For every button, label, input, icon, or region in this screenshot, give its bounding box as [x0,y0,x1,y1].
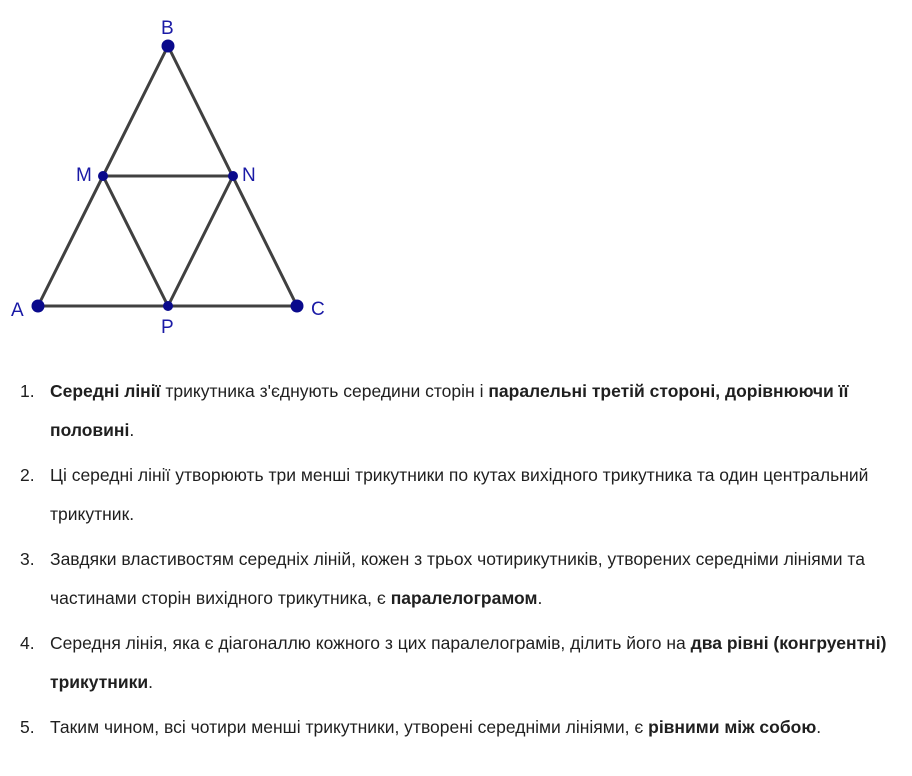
point-C [291,300,304,313]
label-P: P [161,317,174,338]
list-item-text: Таким чином, всі чотири менші трикутники, утворені середніми лініями, є [50,717,649,737]
list-item-text: Середня лінія, яка є діагоналлю кожного з цих паралелограмів, ділить його на [50,633,691,653]
list-item [20,456,900,534]
list-item-text: . [537,588,543,608]
list-item-text: трикутника з'єднують середини сторін і [160,381,489,401]
list-item-text: . [816,717,822,737]
segment-NP [168,176,233,306]
list-item-text: Ці середні лінії утворюють три менші трикутники по кутах вихідного трикутника та один центральний трикутник. [50,465,869,524]
list-item-number: 1. [20,381,35,401]
list-item-text: Завдяки властивостям середніх ліній, кожен з трьох чотирикутників, утворених середніми лініями та частинами сторін вихідного трикутника, є [50,549,865,608]
explanation-list [20,372,900,753]
bold-text: Середні лінії [50,381,161,401]
label-A: A [11,300,24,321]
list-item [20,624,900,702]
label-C: C [311,299,325,320]
point-B [162,40,175,53]
bold-text: рівними між собою [648,717,817,737]
list-item-text: . [129,420,135,440]
labels [11,18,325,338]
bold-text: паралелограмом [390,588,538,608]
list-item-number: 2. [20,465,35,485]
bold-text: два рівні (конгруентні) трикутники [50,633,887,692]
label-M: M [76,165,92,186]
bold-text: паралельні третій стороні, дорівнюючи її половині [50,381,849,440]
segment-MP [103,176,168,306]
list-item-text: . [148,672,154,692]
list-item-number: 4. [20,633,35,653]
label-B: B [161,18,174,39]
triangle-midline-diagram [0,0,360,350]
list-item [20,372,900,450]
point-A [32,300,45,313]
list-item-number: 3. [20,549,35,569]
list-item-number: 5. [20,717,35,737]
point-M [98,171,108,181]
point-P [163,301,173,311]
point-N [228,171,238,181]
label-N: N [242,165,256,186]
list-item [20,708,900,747]
list-item [20,540,900,618]
